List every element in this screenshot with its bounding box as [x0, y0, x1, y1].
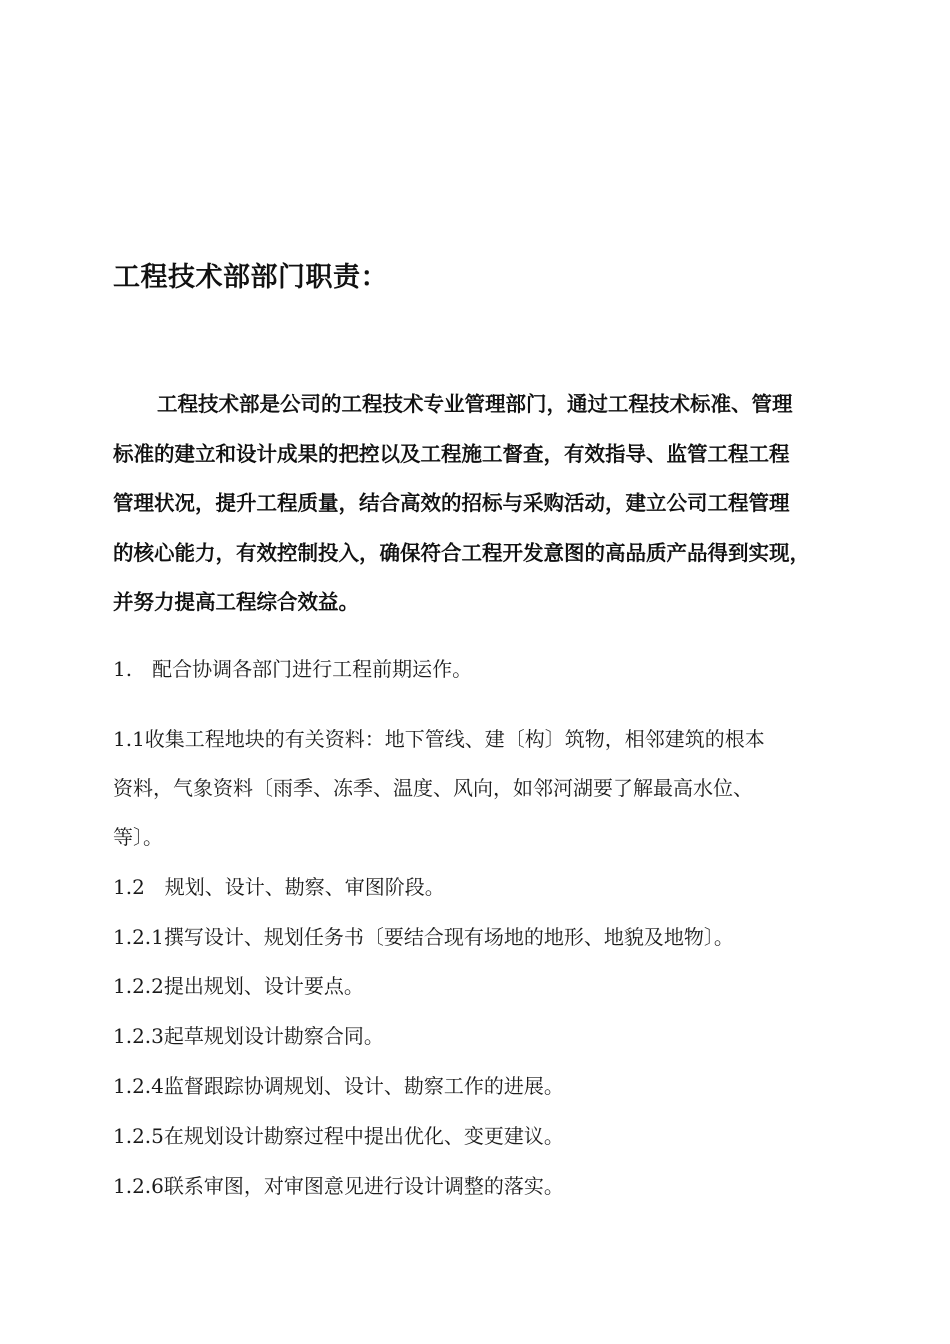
list-item: 1. 配合协调各部门进行工程前期运作。: [113, 657, 473, 681]
intro-line: 并努力提高工程综合效益。: [113, 590, 359, 614]
intro-line: 管理状况，提升工程质量，结合高效的招标与采购活动，建立公司工程管理: [113, 491, 790, 515]
intro-paragraph: [113, 380, 893, 628]
list-item: 1.1收集工程地块的有关资料：地下管线、建〔构〕筑物，相邻建筑的根本: [113, 727, 765, 751]
intro-line: 的核心能力，有效控制投入，确保符合工程开发意图的高品质产品得到实现，: [113, 540, 810, 565]
list-item: 1.2.5在规划设计勘察过程中提出优化、变更建议。: [113, 1124, 564, 1148]
list-item: 1.2.6联系审图，对审图意见进行设计调整的落实。: [113, 1174, 564, 1198]
list-item: 1.2.1撰写设计、规划任务书〔要结合现有场地的地形、地貌及地物〕。: [113, 925, 734, 949]
list-item: 等〕。: [113, 825, 163, 849]
page-title: 工程技术部部门职责：: [113, 262, 388, 293]
list-item: 1.2.2提出规划、设计要点。: [113, 974, 364, 998]
intro-line: 标准的建立和设计成果的把控以及工程施工督查，有效指导、监管工程工程: [113, 441, 790, 466]
list-item: 1.2.3起草规划设计勘察合同。: [113, 1024, 384, 1048]
list-item: 1.2.4监督跟踪协调规划、设计、勘察工作的进展。: [113, 1074, 564, 1098]
list-item: 1.2 规划、设计、勘察、审图阶段。: [113, 875, 445, 899]
list-item: 资料，气象资料〔雨季、冻季、温度、风向，如邻河湖要了解最高水位、: [113, 776, 753, 800]
intro-line: 工程技术部是公司的工程技术专业管理部门，通过工程技术标准、管理: [157, 392, 793, 416]
